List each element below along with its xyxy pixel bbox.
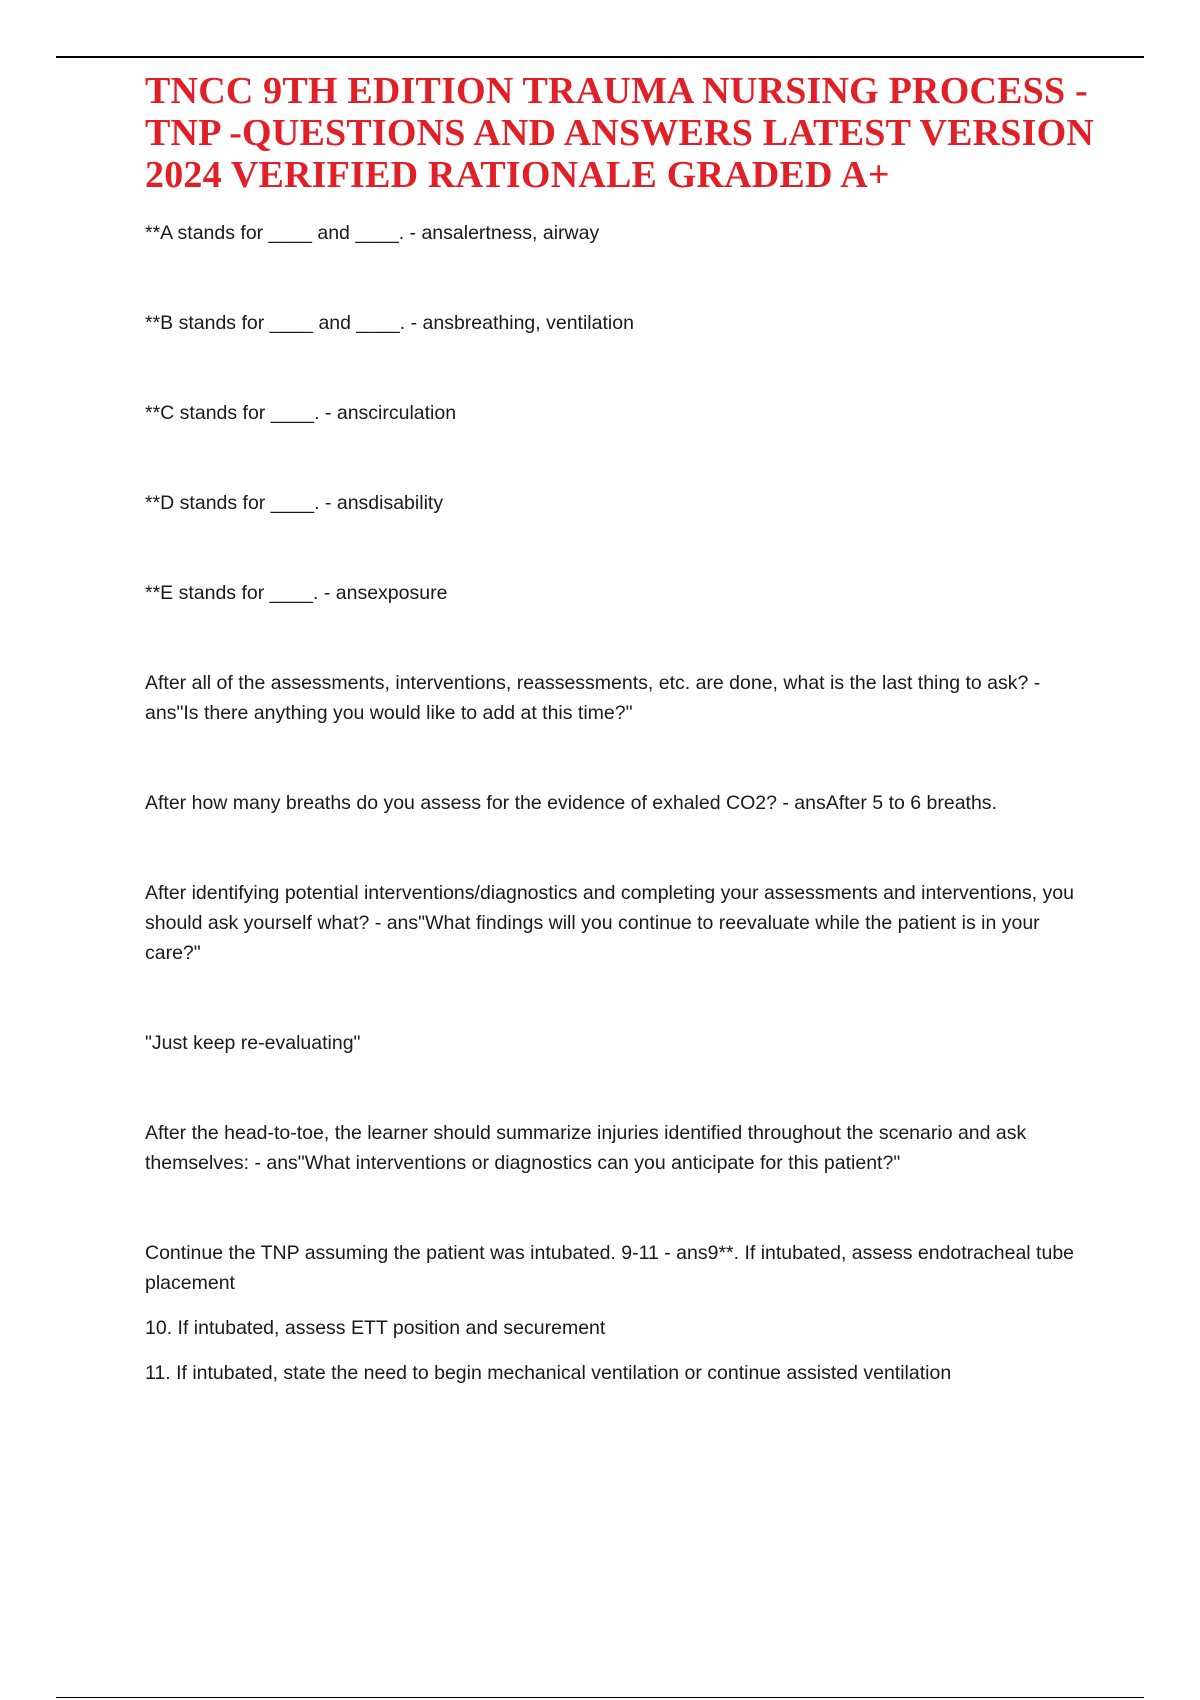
qa-item-b: **B stands for ____ and ____. - ansbreathing, ventilation [145,312,634,334]
qa-item-intubated-11: 11. If intubated, state the need to begin mechanical ventilation or continue assisted ventilation [145,1362,952,1384]
qa-item-d: **D stands for ____. - ansdisability [145,492,444,514]
qa-item-reevaluate: After identifying potential interventions/diagnostics and completing your assessments and interventions, you should ask yourself what? - ans"What findings will you continue to reevaluate while the patient is in your care?" [145,882,1074,964]
qa-item-co2-breaths: After how many breaths do you assess for the evidence of exhaled CO2? - ansAfter 5 to 6 breaths. [145,792,997,814]
qa-item-a: **A stands for ____ and ____. - ansalertness, airway [145,222,600,244]
qa-item-c: **C stands for ____. - anscirculation [145,402,457,424]
qa-note-keep-reevaluating: "Just keep re-evaluating" [145,1032,361,1054]
top-rule [56,56,1144,58]
document-body [145,70,1095,1388]
document-title: TNCC 9TH EDITION TRAUMA NURSING PROCESS - TNP -QUESTIONS AND ANSWERS LATEST VERSION 2024 VERIFIED RATIONALE GRADED A+ [145,70,1094,196]
qa-item-head-to-toe: After the head-to-toe, the learner should summarize injuries identified throughout the scenario and ask themselves: - ans"What interventions or diagnostics can you anticipate for this patient?" [145,1122,1027,1174]
bottom-rule [56,1697,1144,1698]
qa-item-e: **E stands for ____. - ansexposure [145,582,448,604]
qa-item-intubated: Continue the TNP assuming the patient was intubated. 9-11 - ans9**. If intubated, assess endotracheal tube placement [145,1242,1075,1294]
qa-item-last-question: After all of the assessments, interventions, reassessments, etc. are done, what is the last thing to ask? - ans"Is there anything you would like to add at this time?" [145,672,1041,724]
qa-item-intubated-10: 10. If intubated, assess ETT position and securement [145,1317,606,1339]
